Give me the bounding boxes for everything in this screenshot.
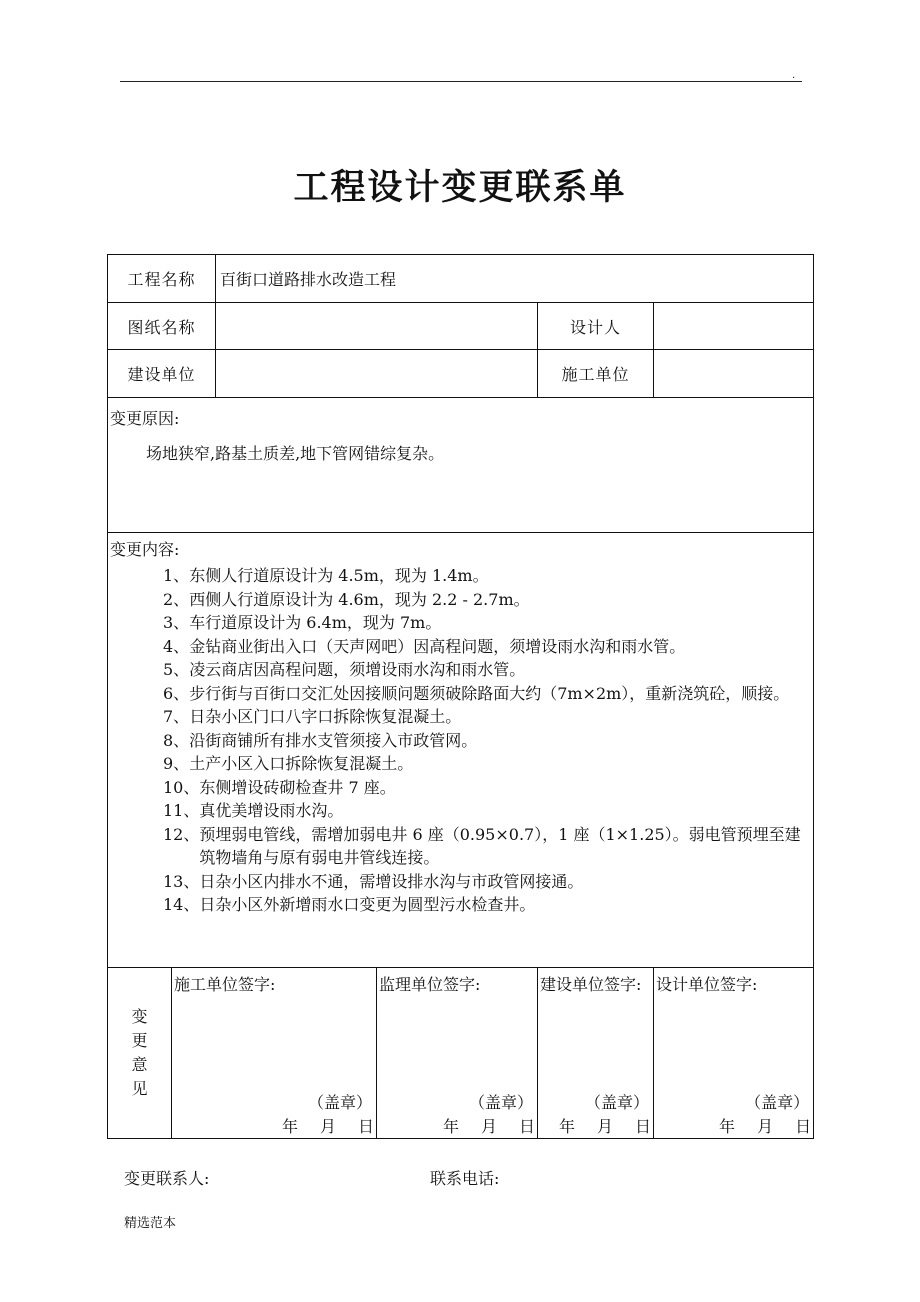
content-item-number: 1、 [163,566,190,585]
project-name-label: 工程名称 [108,255,216,303]
opinion-label-char: 变 [131,1007,148,1026]
seal-label: （盖章） [745,1093,810,1112]
change-contact-label: 变更联系人: [124,1169,210,1188]
reason-text: 场地狭窄,路基土质差,地下管网错综复杂。 [146,444,445,463]
designer-label: 设计人 [538,303,654,350]
date-line [719,1114,811,1137]
reason-label: 变更原因: [110,409,180,428]
date-line [282,1114,374,1137]
supervisor-signature-cell[interactable] [377,968,538,1139]
content-item-text: 步行街与百街口交汇处因接顺问题须破除路面大约（7m×2m），重新浇筑砼，顺接。 [189,683,790,703]
content-item-number: 6、 [163,683,190,703]
date-day: 日 [635,1117,652,1136]
date-year: 年 [281,1117,298,1136]
project-name-value[interactable]: 百街口道路排水改造工程 [216,255,814,303]
opinion-row [108,968,814,1139]
content-item-number: 4、 [163,636,190,656]
signature-title: 施工单位签字: [174,975,276,994]
content-item-text: 日杂小区门口八字口拆除恢复混凝土。 [189,707,462,726]
content-item [163,870,809,894]
contractor-value[interactable] [654,350,814,398]
content-item-number: 10、 [163,777,200,797]
content-item-text: 真优美增设雨水沟。 [199,801,344,820]
project-name-row [108,255,814,303]
seal-label: （盖章） [585,1093,650,1112]
content-item-text: 土产小区入口拆除恢复混凝土。 [189,754,414,773]
date-line [559,1114,651,1137]
content-item-number: 3、 [163,613,190,632]
date-year: 年 [558,1117,575,1136]
date-day: 日 [519,1117,536,1136]
content-item-number: 5、 [163,660,190,679]
document-title: 工程设计变更联系单 [293,168,627,208]
opinion-label-char: 更 [131,1031,148,1050]
builder-signature-cell[interactable] [538,968,654,1139]
contractor-label: 施工单位 [538,350,654,398]
seal-label: （盖章） [308,1093,373,1112]
content-item [163,823,809,870]
content-item-text: 东侧人行道原设计为 4.5m，现为 1.4m。 [189,566,489,585]
opinion-label-char: 见 [131,1079,148,1098]
change-form-table [107,254,814,1139]
content-cell[interactable] [108,533,814,968]
content-item-number: 2、 [163,589,190,609]
content-item-text: 凌云商店因高程问题，须增设雨水沟和雨水管。 [189,660,526,679]
contact-phone-label: 联系电话: [430,1169,500,1188]
content-label: 变更内容: [110,540,180,559]
signature-title: 建设单位签字: [540,975,642,994]
content-item-number: 9、 [163,754,190,773]
designer-signature-cell[interactable] [654,968,814,1139]
content-item-text: 车行道原设计为 6.4m，现为 7m。 [189,613,442,632]
content-item-text: 东侧增设砖砌检查井 7 座。 [199,777,396,797]
content-item [163,799,809,823]
units-row [108,350,814,398]
content-item [163,729,809,753]
signature-title: 监理单位签字: [379,975,481,994]
content-item-text: 预埋弱电管线，需增加弱电井 6 座（0.95×0.7），1 座（1×1.25）。弱电管预埋至建筑物墙角与原有弱电井管线连接。 [199,824,801,867]
content-item-text: 日杂小区外新增雨水口变更为圆型污水检查井。 [199,895,536,914]
drawing-name-label: 图纸名称 [108,303,216,350]
opinion-label [108,968,172,1139]
date-month: 月 [480,1117,497,1136]
opinion-label-char: 意 [131,1055,148,1074]
content-item-text: 日杂小区内排水不通，需增设排水沟与市政管网接通。 [199,871,584,891]
content-row [108,533,814,968]
reason-cell[interactable] [108,398,814,533]
designer-value[interactable] [654,303,814,350]
date-line [443,1114,535,1137]
content-item [163,893,809,917]
content-item-number: 13、 [163,871,200,891]
date-year: 年 [719,1117,736,1136]
content-item [163,588,809,612]
content-list [108,564,813,917]
builder-value[interactable] [216,350,538,398]
content-item-text: 西侧人行道原设计为 4.6m，现为 2.2 - 2.7m。 [189,589,530,609]
reason-row [108,398,814,533]
content-item [163,635,809,659]
header-mark: . [792,70,796,81]
content-item [163,682,809,706]
content-item-number: 14、 [163,895,200,914]
drawing-name-value[interactable] [216,303,538,350]
date-day: 日 [358,1117,375,1136]
seal-label: （盖章） [469,1093,534,1112]
date-month: 月 [319,1117,336,1136]
content-item-number: 7、 [163,707,190,726]
content-item [163,752,809,776]
content-item [163,776,809,800]
content-item-number: 8、 [163,730,190,750]
content-item-text: 沿街商铺所有排水支管须接入市政管网。 [189,730,478,750]
content-item-number: 12、 [163,824,200,844]
date-month: 月 [757,1117,774,1136]
content-item [163,611,809,635]
content-item [163,564,809,588]
builder-label: 建设单位 [108,350,216,398]
footer-note: 精选范本 [124,1216,177,1231]
signature-title: 设计单位签字: [656,975,758,994]
date-month: 月 [596,1117,613,1136]
contractor-signature-cell[interactable] [172,968,377,1139]
content-item [163,705,809,729]
content-item-text: 金钻商业街出入口（天声网吧）因高程问题，须增设雨水沟和雨水管。 [189,636,686,656]
drawing-row [108,303,814,350]
content-item [163,658,809,682]
date-day: 日 [795,1117,812,1136]
content-item-number: 11、 [163,801,200,820]
header-rule [120,81,802,82]
date-year: 年 [442,1117,459,1136]
